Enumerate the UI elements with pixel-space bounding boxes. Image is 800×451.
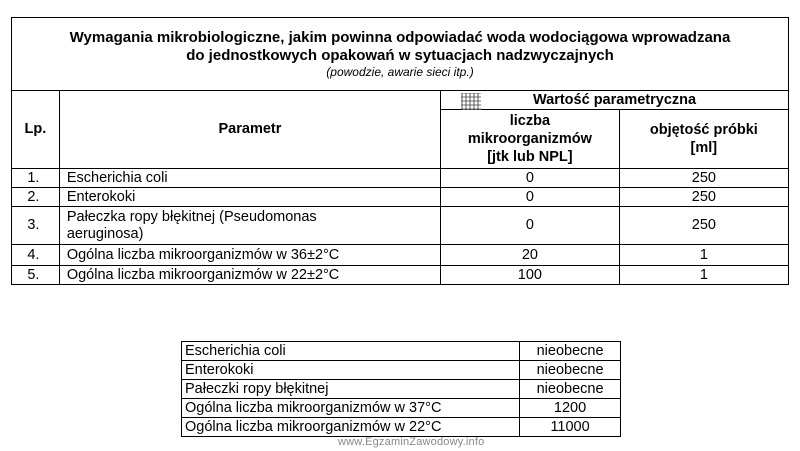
table-row [182, 361, 621, 380]
header-volume-line-1: objętość próbki [649, 122, 758, 138]
qr-code-icon [461, 93, 481, 110]
result-value: 11000 [520, 418, 621, 437]
row-volume: 250 [619, 188, 788, 207]
row-lp: 1. [12, 169, 60, 188]
result-parameter: Ogólna liczba mikroorganizmów w 37°C [182, 399, 520, 418]
requirements-table [11, 17, 789, 285]
row-parameter: Ogólna liczba mikroorganizmów w 22±2°C [59, 266, 440, 285]
row-lp: 2. [12, 188, 60, 207]
row-volume: 250 [619, 207, 788, 245]
header-count-line-2: mikroorganizmów [467, 131, 592, 147]
result-value: nieobecne [520, 380, 621, 399]
row-parameter-line-1: Pałeczka ropy błękitnej (Pseudomonas [66, 208, 317, 225]
table-row [12, 207, 789, 245]
row-parameter-line-2: aeruginosa) [66, 225, 144, 242]
table-title-line-2: do jednostkowych opakowań w sytuacjach nadzwyczajnych [186, 46, 614, 64]
result-parameter: Enterokoki [182, 361, 520, 380]
table-row [182, 418, 621, 437]
header-count [441, 110, 620, 169]
row-parameter: Ogólna liczba mikroorganizmów w 36±2°C [59, 245, 440, 266]
header-value-group-label: Wartość parametryczna [533, 91, 697, 108]
row-parameter [59, 207, 440, 245]
table-row [12, 245, 789, 266]
table-row [12, 266, 789, 285]
header-volume-line-2: [ml] [690, 140, 718, 156]
result-value: 1200 [520, 399, 621, 418]
row-count: 20 [441, 245, 620, 266]
results-table [181, 341, 621, 437]
row-parameter: Enterokoki [59, 188, 440, 207]
result-value: nieobecne [520, 361, 621, 380]
header-parameter: Parametr [59, 91, 440, 169]
table-row [182, 380, 621, 399]
table-subtitle: (powodzie, awarie sieci itp.) [326, 64, 474, 79]
table-title-cell [12, 18, 789, 91]
table-row [182, 342, 621, 361]
row-lp: 4. [12, 245, 60, 266]
result-parameter: Pałeczki ropy błękitnej [182, 380, 520, 399]
row-count: 0 [441, 207, 620, 245]
row-volume: 1 [619, 245, 788, 266]
row-lp: 5. [12, 266, 60, 285]
row-volume: 250 [619, 169, 788, 188]
result-parameter: Ogólna liczba mikroorganizmów w 22°C [182, 418, 520, 437]
table-title-line-1: Wymagania mikrobiologiczne, jakim powinna odpowiadać woda wodociągowa wprowadzana [69, 28, 731, 46]
header-count-line-1: liczba [509, 113, 551, 129]
table-row [12, 188, 789, 207]
row-count: 100 [441, 266, 620, 285]
result-parameter: Escherichia coli [182, 342, 520, 361]
header-lp: Lp. [12, 91, 60, 169]
watermark: www.EgzaminZawodowy.info [338, 436, 485, 448]
row-count: 0 [441, 188, 620, 207]
row-parameter: Escherichia coli [59, 169, 440, 188]
header-volume [619, 110, 788, 169]
table-row [182, 399, 621, 418]
result-value: nieobecne [520, 342, 621, 361]
header-value-group [441, 91, 789, 110]
row-count: 0 [441, 169, 620, 188]
row-volume: 1 [619, 266, 788, 285]
table-row [12, 169, 789, 188]
header-count-line-3: [jtk lub NPL] [487, 149, 573, 165]
row-lp: 3. [12, 207, 60, 245]
